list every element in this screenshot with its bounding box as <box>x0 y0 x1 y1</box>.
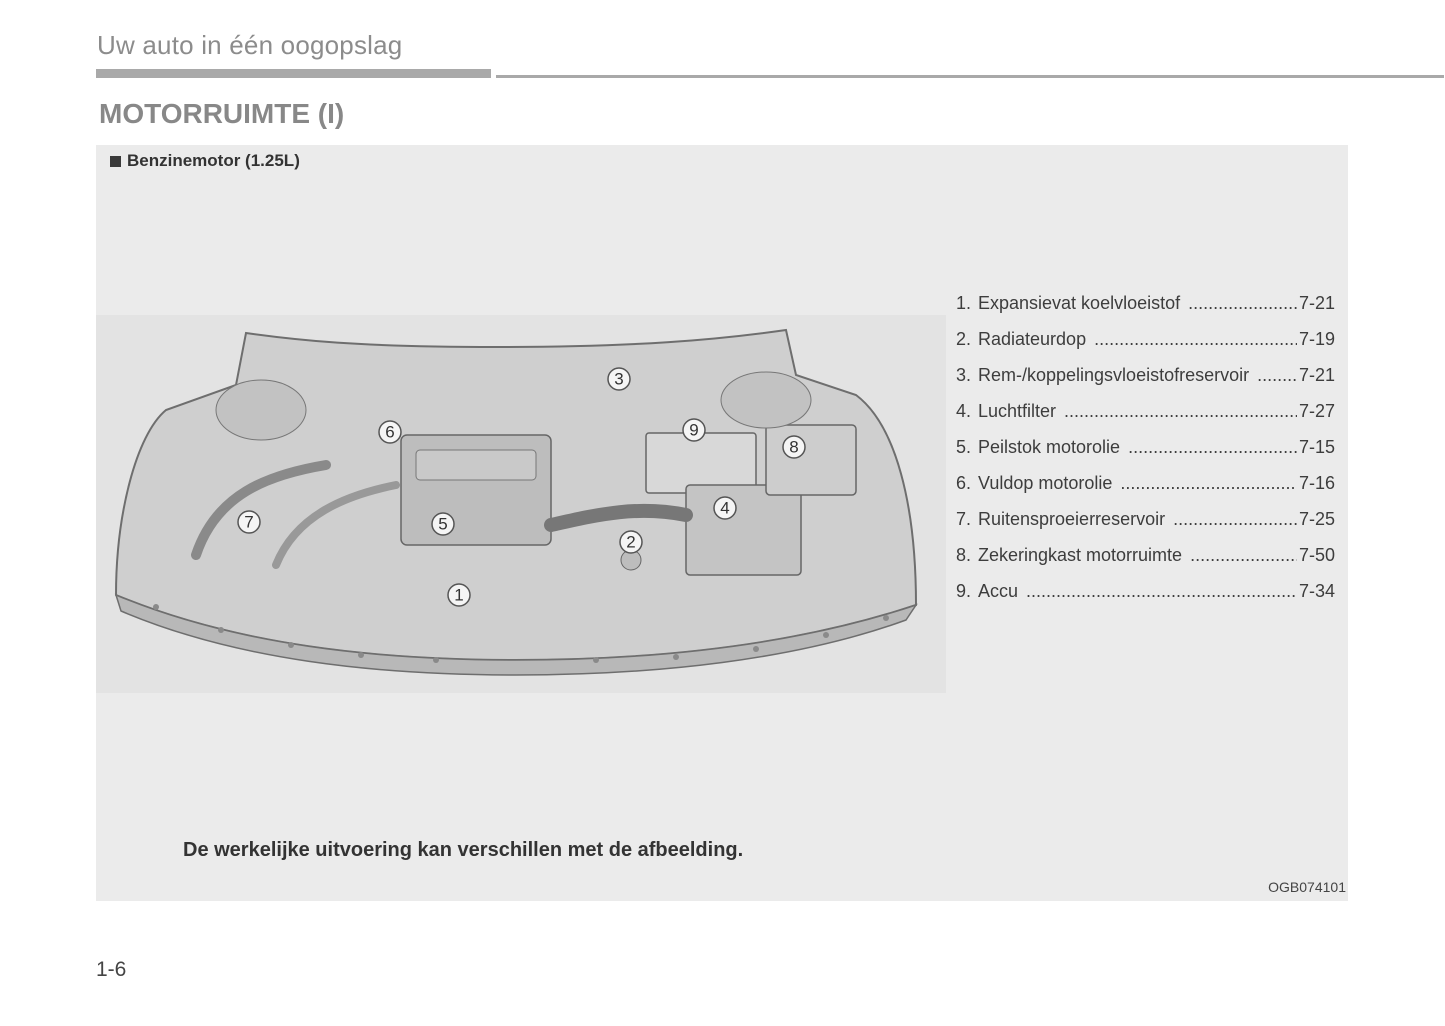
legend-page: 7-50 <box>1298 545 1335 565</box>
air-filter-shape <box>686 485 801 575</box>
callout-7 <box>238 511 260 533</box>
callout-4 <box>714 497 736 519</box>
callout-5 <box>432 513 454 535</box>
legend-number: 5. <box>956 437 972 457</box>
legend-page: 7-16 <box>1298 473 1335 493</box>
legend-item <box>956 329 1335 365</box>
fuse-box-shape <box>766 425 856 495</box>
callout-6 <box>379 421 401 443</box>
legend-item <box>956 401 1335 437</box>
svg-text:7: 7 <box>244 512 254 532</box>
engine-label-text: Benzinemotor (1.25L) <box>127 151 300 170</box>
header-bar-thin <box>496 75 1444 78</box>
chapter-title: Uw auto in één oogopslag <box>97 30 403 60</box>
legend-page: 7-27 <box>1298 401 1335 421</box>
svg-text:5: 5 <box>438 514 448 534</box>
legend-item <box>956 581 1335 617</box>
legend-number: 2. <box>956 329 972 349</box>
disclaimer-note: De werkelijke uitvoering kan verschillen met de afbeelding. <box>183 839 744 861</box>
legend-number: 1. <box>956 293 972 313</box>
legend-label: Ruitensproeierreservoir <box>978 509 1166 529</box>
legend-label: Accu <box>978 581 1019 601</box>
legend-label: Radiateurdop <box>978 329 1087 349</box>
legend-page: 7-21 <box>1298 365 1335 385</box>
legend-label: Luchtfilter <box>978 401 1057 421</box>
svg-text:2: 2 <box>626 532 636 552</box>
svg-text:9: 9 <box>689 420 699 440</box>
legend-page: 7-21 <box>1298 293 1335 313</box>
legend-item <box>956 473 1335 509</box>
legend-number: 4. <box>956 401 972 421</box>
legend-item <box>956 509 1335 545</box>
legend-page: 7-25 <box>1298 509 1335 529</box>
legend-page: 7-15 <box>1298 437 1335 457</box>
content-panel <box>96 145 1348 901</box>
legend-number: 9. <box>956 581 972 601</box>
component-legend <box>956 293 1335 617</box>
left-strut-tower <box>216 380 306 440</box>
svg-text:3: 3 <box>614 369 624 389</box>
square-bullet-icon <box>110 156 121 167</box>
right-strut-tower <box>721 372 811 428</box>
callout-2 <box>620 531 642 553</box>
leader-dots <box>1026 581 1297 602</box>
engine-label <box>110 151 300 171</box>
cylinder-head <box>416 450 536 480</box>
header-bar-thick <box>96 69 491 78</box>
leader-dots <box>1257 365 1297 386</box>
svg-text:1: 1 <box>454 585 464 605</box>
section-title: MOTORRUIMTE (I) <box>99 98 345 129</box>
leader-dots <box>1094 329 1297 350</box>
battery-shape <box>646 433 756 493</box>
leader-dots <box>1188 293 1297 314</box>
leader-dots <box>1064 401 1297 422</box>
leader-dots <box>1173 509 1297 530</box>
engine-illustration <box>96 315 946 693</box>
callout-8 <box>783 436 805 458</box>
callout-3 <box>608 368 630 390</box>
legend-number: 3. <box>956 365 972 385</box>
engine-bay-drawing <box>96 315 946 693</box>
legend-label: Rem-/koppelingsvloeistofreservoir <box>978 365 1250 385</box>
legend-page: 7-19 <box>1298 329 1335 349</box>
legend-item <box>956 293 1335 329</box>
legend-label: Vuldop motorolie <box>978 473 1113 493</box>
leader-dots <box>1128 437 1297 458</box>
leader-dots <box>1120 473 1297 494</box>
svg-text:6: 6 <box>385 422 395 442</box>
legend-item <box>956 545 1335 581</box>
legend-item <box>956 437 1335 473</box>
svg-text:4: 4 <box>720 498 730 518</box>
callout-9 <box>683 419 705 441</box>
legend-number: 6. <box>956 473 972 493</box>
page-number: 1-6 <box>96 958 127 981</box>
legend-number: 7. <box>956 509 972 529</box>
legend-item <box>956 365 1335 401</box>
svg-text:8: 8 <box>789 437 799 457</box>
legend-number: 8. <box>956 545 972 565</box>
leader-dots <box>1190 545 1297 566</box>
legend-page: 7-34 <box>1298 581 1335 601</box>
legend-label: Expansievat koelvloeistof <box>978 293 1181 313</box>
legend-label: Peilstok motorolie <box>978 437 1121 457</box>
legend-label: Zekeringkast motorruimte <box>978 545 1183 565</box>
callout-1 <box>448 584 470 606</box>
image-code: OGB074101 <box>1268 879 1346 895</box>
